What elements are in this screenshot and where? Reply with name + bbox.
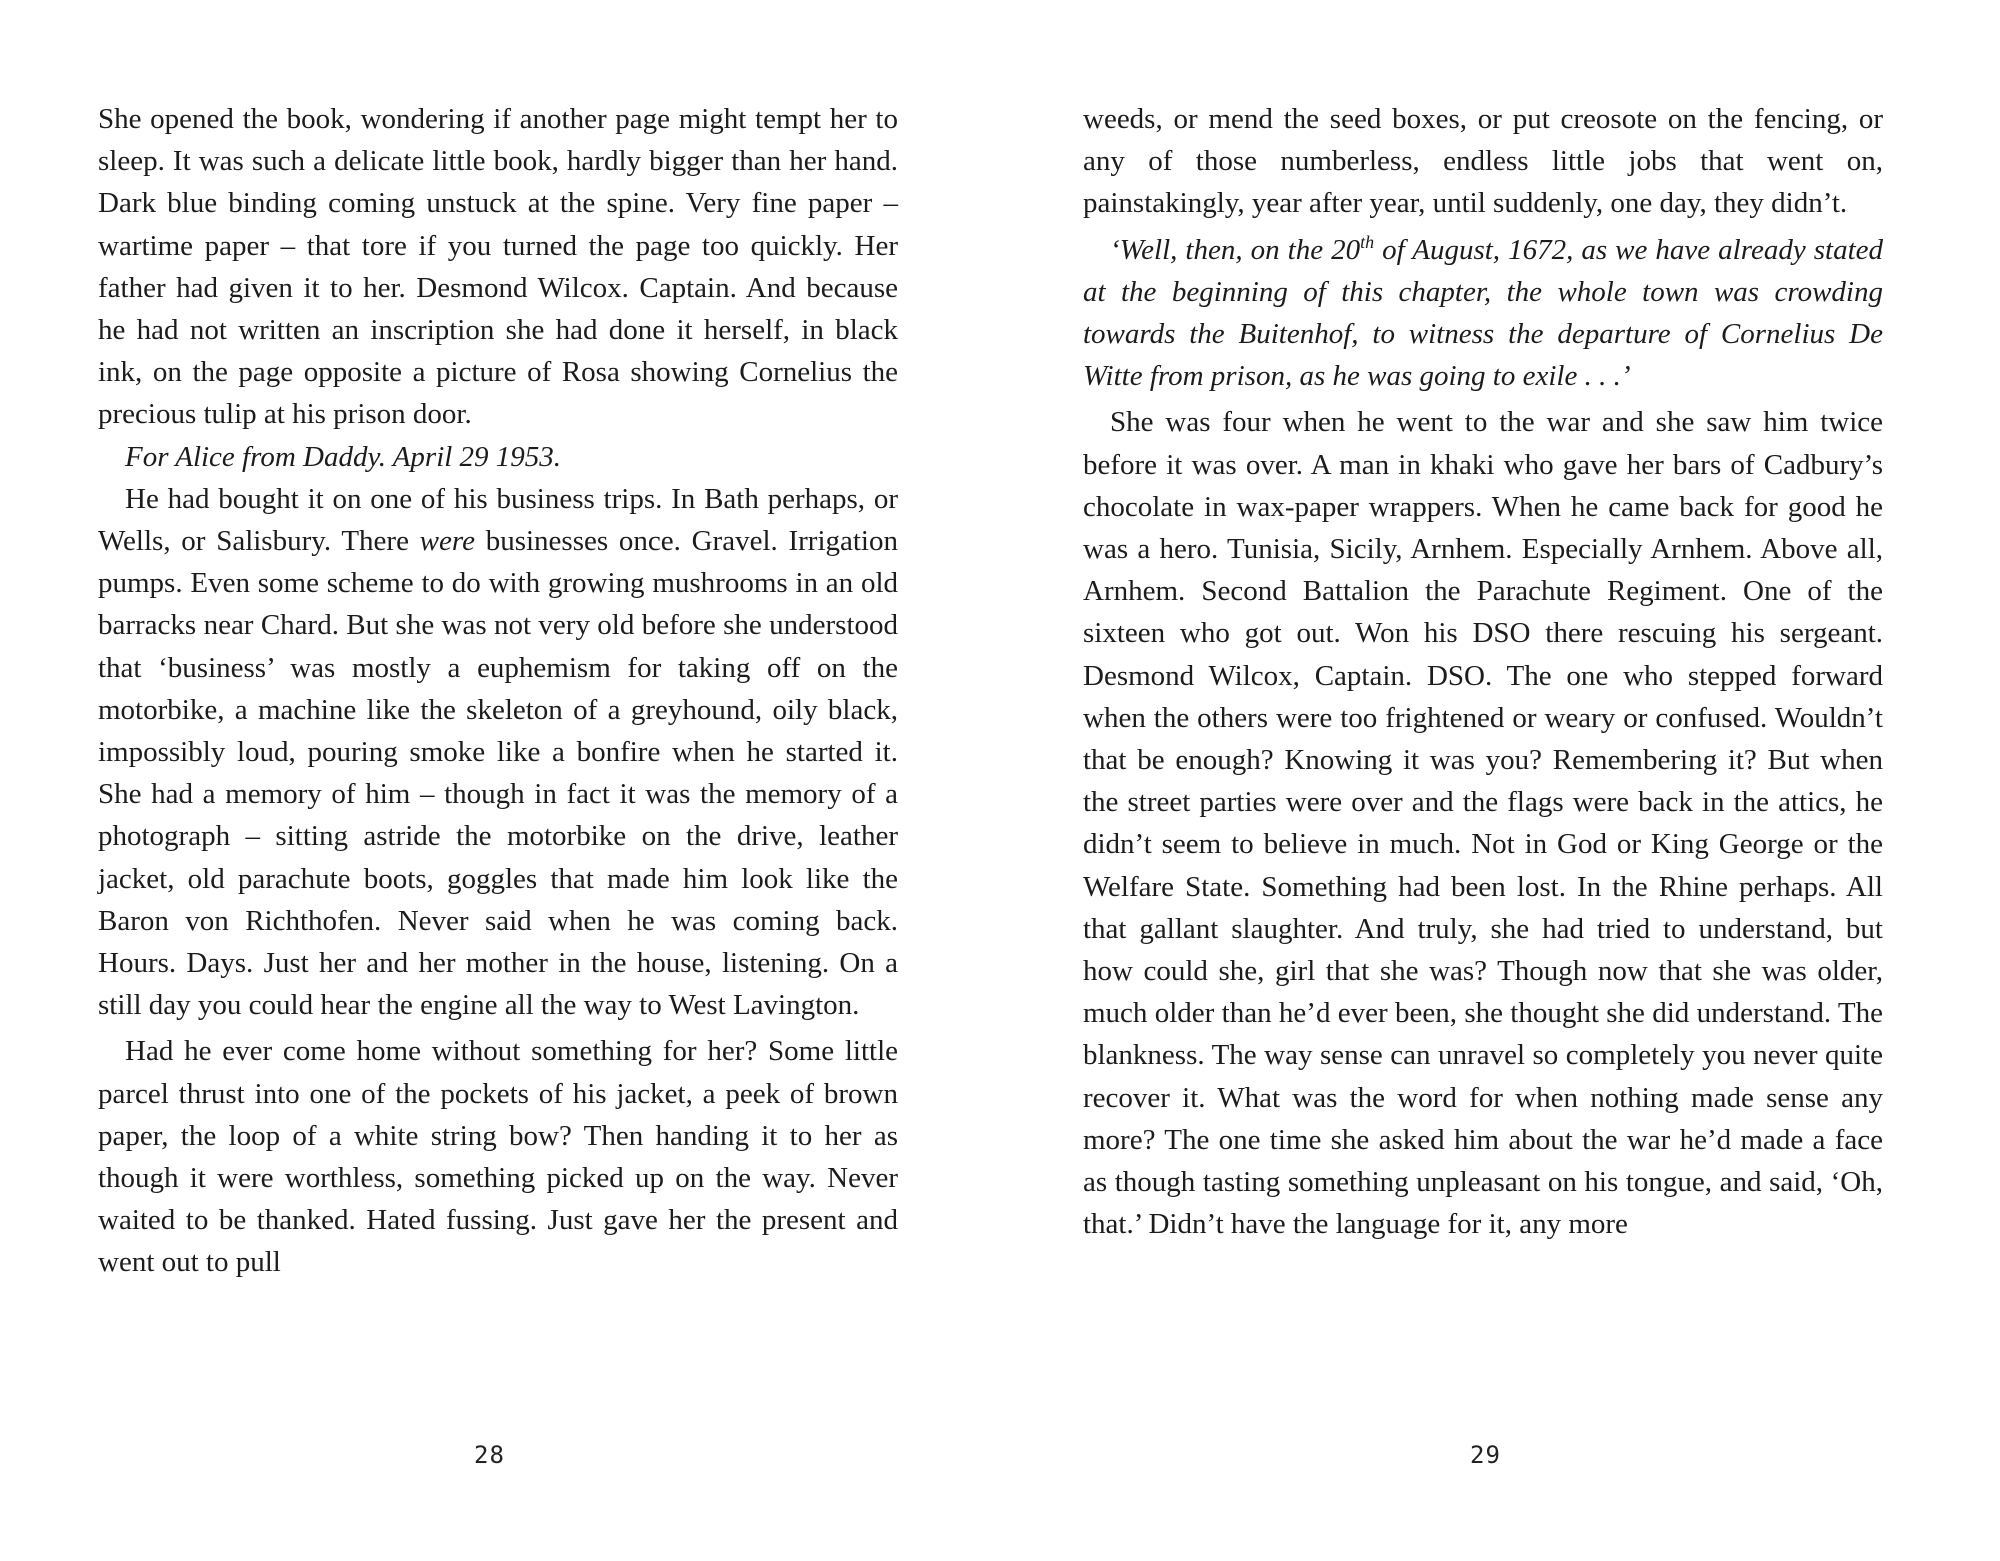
paragraph [98,478,898,1027]
left-page [98,98,898,1284]
paragraph-text: businesses once. Gravel. Irrigation pumps. Even some scheme to do with growing mushrooms in an old barracks near Chard. But she was not very old before she understood that ‘business’ was mostly a euphemism for taking off on the motorbike, a machine like the skeleton of a greyhound, oily black, impossibly loud, pouring smoke like a bonfire when he started it. She had a memory of him – though in fact it was the memory of a photograph – sitting astride the motorbike on the drive, leather jacket, old parachute boots, goggles that made him look like the Baron von Richthofen. Never said when he was coming back. Hours. Days. Just her and her mother in the house, listening. On a still day you could hear the engine all the way to West Lavington. [98,525,898,1022]
quotation-text [1083,231,1883,393]
inscription-text: For Alice from Daddy. April 29 1953. [125,440,562,473]
right-page-text [1083,98,1883,1245]
quotation-paragraph [1083,229,1883,398]
ordinal-superscript: th [1360,231,1375,252]
page-number-right: 29 [1470,1441,1501,1469]
right-page [1083,98,1883,1245]
paragraph: weeds, or mend the seed boxes, or put creosote on the fencing, or any of those numberless, endless little jobs that went on, painstakingly, year after year, until suddenly, one day, they didn’t. [1083,103,1883,220]
left-page-text [98,98,898,1284]
paragraph: She was four when he went to the war and she saw him twice before it was over. A man in khaki who gave her bars of Cadbury’s chocolate in wax-paper wrappers. When he came back for good he was a hero. Tunisia, Sicily, Arnhem. Especially Arnhem. Above all, Arnhem. Second Battalion the Parachute Regiment. One of the sixteen who got out. Won his DSO there rescuing his sergeant. Desmond Wilcox, Captain. DSO. The one who stepped forward when the others were too frightened or weary or confused. Wouldn’t that be enough? Knowing it was you? Remembering it? But when the street parties were over and the flags were back in the attics, he didn’t seem to believe in much. Not in God or King George or the Welfare State. Something had been lost. In the Rhine perhaps. All that gallant slaughter. And truly, she had tried to understand, but how could she, girl that she was? Though now that she was older, much older than he’d ever been, she thought she did understand. The blankness. The way sense can unravel so completely you never quite recover it. What was the word for when nothing made sense any more? The one time she asked him about the war he’d made a face as though tasting something unpleasant on his tongue, and said, ‘Oh, that.’ Didn’t have the language for it, any more [1083,406,1883,1241]
paragraph: She opened the book, wondering if another page might tempt her to sleep. It was such a delicate little book, hardly bigger than her hand. Dark blue binding coming unstuck at the spine. Very fine paper – wartime paper – that tore if you turned the page too quickly. Her father had given it to her. Desmond Wilcox. Captain. And because he had not written an inscription she had done it herself, in black ink, on the page opposite a picture of Rosa showing Cornelius the precious tulip at his prison door. [98,103,898,431]
inscription-paragraph [98,436,898,478]
emphasized-word: were [419,525,475,558]
paragraph: Had he ever come home without something for her? Some little parcel thrust into one of the pockets of his jacket, a peek of brown paper, the loop of a white string bow? Then handing it to her as though it were worthless, something picked up on the way. Never waited to be thanked. Hated fussing. Just gave her the present and went out to pull [98,1035,898,1279]
quotation-text-part: ‘Well, then, on the 20 [1110,233,1361,266]
page-number-left: 28 [474,1441,505,1469]
paragraph-text: He had bought it on one of his business trips. In Bath perhaps, or Wells, or Salisbury. There [98,482,898,558]
quotation-text-part: of August, 1672, as we have already stated at the beginning of this chapter, the whole town was crowding towards the Buitenhof, to witness the departure of Cornelius De Witte from prison, as he was going to exile . . .’ [1083,233,1883,393]
